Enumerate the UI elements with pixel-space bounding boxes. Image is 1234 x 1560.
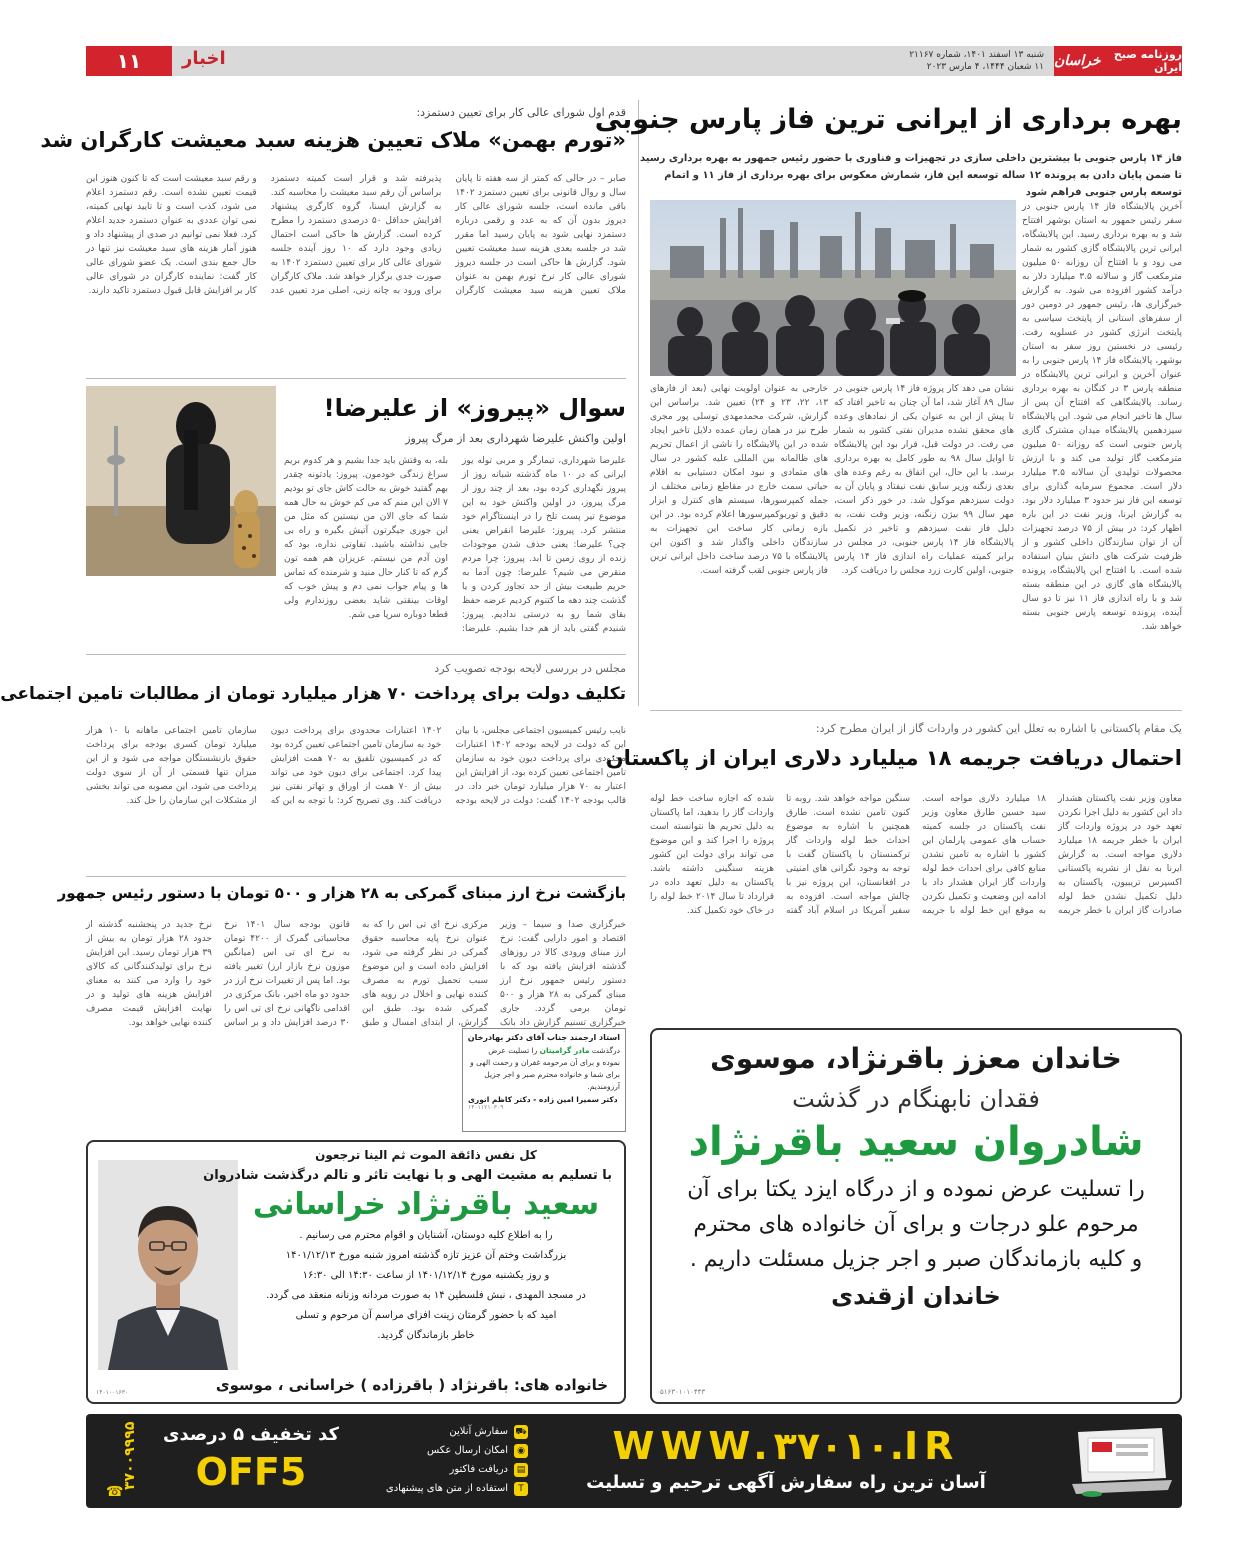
feature-label: استفاده از متن های پیشنهادی (385, 1483, 508, 1494)
customs-body: خبرگزاری صدا و سیما – وزیر اقتصاد و امور دارایی گفت: نرخ ارز مبنای ورودی کالا در روزهای گذشته افزایش یافته بود که با دستور رئیس جمهور نرخ ارز مبنای گمرکی به ۲۸ هزار و ۵۰۰ تومان برمی گردد. جاری خبرگزاری تسنیم گزارش داد بانک مرکزی نرخ ای تی اس را که به عنوان نرخ پایه محاسبه حقوق گمرکی در نظر گرفته می شود، افزایش داده است و این موضوع سبب تحمیل تورم به مصرف کننده نهایی و اخلال در رویه های گمرکی شده بود. طبق این گزارش، از ابتدای امسال و طبق قانون بودجه سال ۱۴۰۱ نرخ محاسباتی گمرک از ۴۲۰۰ تومان به نرخ ای تی اس (میانگین موزون نرخ بازار ارز) تغییر یافته بود. اما پس از تغییرات نرخ ارز در حدود دو ماه اخیر، بانک مرکزی در اقدامی ناگهانی نرخ ای تی اس را ۳۰ درصد افزایش داد و بر اساس نرخ جدید در پنجشنبه گذشته از حدود ۲۸ هزار تومان به بیش از ۳۹ هزار تومان رسید. این افزایش نرخ برای تولیدکنندگانی که کالای خود را وارد می کنند به معنای افزایش هزینه های تولید و در نهایت افزایش قیمت مصرف کننده نهایی خواهد بود. (86, 920, 626, 1028)
invoice-icon: ▤ (514, 1463, 528, 1477)
obituary-service-banner[interactable] (86, 1414, 1182, 1508)
section-rule (650, 710, 1182, 711)
page-header (86, 46, 1182, 76)
firouz-headline[interactable]: سوال «پیروز» از علیرضا! (323, 394, 626, 422)
doctor-ad-signature: دکتر سمیرا امین زاده - دکتر کاظم انوری (468, 1095, 618, 1104)
khorasani-ad-line4: در مسجد المهدی ، نبش فلسطین ۱۴ به صورت مردانه وزنانه منعقد می گردد. (266, 1290, 586, 1301)
khorasani-ad-line6: خاطر بازماندگان گردید. (377, 1330, 475, 1341)
wage-kicker: قدم اول شورای عالی کار برای تعیین دستمزد: (416, 106, 626, 119)
cart-icon: ⛟ (515, 1426, 527, 1437)
mosavi-ad-line3: و کلیه بازماندگان صبر و اجر جزیل مسئلت داریم . (689, 1247, 1143, 1272)
gas-body-col1: آخرین پالایشگاه فاز ۱۴ پارس جنوبی در سفر رئیس جمهور به استان بوشهر افتتاح شد و به بهره برداری رسید. این پالایشگاه، ایرانی ترین پالایشگاه گازی کشور به شمار می رود و با افتتاح آن روزانه ۵۰ میلیون مترمکعب گاز و سالانه ۳.۵ میلیارد دلار به درآمد کشور افزوده می شود. به گزارش خبرگزاری ها، رئیس جمهور در دومین دور از سفرهای استانی از پایتخت سیاسی به پایتخت انرژی کشور در عسلویه رفت. رئیسی در نخستین روز سفر به استان بوشهر، پالایشگاه فاز ۱۴ پارس جنوبی را به عنوان آخرین و ایرانی ترین پالایشگاه در منطقه پارس ۳ در کنگان به بهره برداری رساند. پالایشگاهی که افتتاح آن پس از سال ها تاخیر انجام می شود. این پالایشگاه سیزدهمین پالایشگاه میدان مشترک گازی پارس جنوبی است که روزانه ۵۰ میلیون مترمکعب گاز تولید می کند و با ارزش محصولات تولیدی آن سالانه ۳.۵ میلیارد دلار است. مجموع سرمایه گذاری برای توسعه این فاز نیز حدود ۳ میلیارد دلار بود. به گزارش ایرنا، وزیر نفت در این باره اظهار کرد: در بیش از ۷۵ درصد تجهیزات آن از توان سازندگان داخلی کشور و از ظرفیت شرکت های دانش بنیان استفاده شده است. با افتتاح این پالایشگاه، پرونده پالایشگاه های گازی در این منطقه بسته شد و با راه اندازی فاز ۱۱ نیز تا دو سال آینده، پرونده توسعه پارس جنوبی بسته خواهد شد. (1022, 202, 1183, 632)
banner-feature-list (352, 1422, 528, 1498)
doctor-ad-highlight: مادر گرامیتان (539, 1046, 590, 1055)
pakistan-body: معاون وزیر نفت پاکستان هشدار داد این کشور به دلیل اجرا نکردن تعهد خود در پروژه واردات گاز ایران با خطر جریمه ۱۸ میلیارد دلاری مواجه است. به گزارش ایرنا به نقل از نشریه پاکستانی اکسپرس تریبیون، پاکستان به دلیل تکمیل نشدن خط لوله صادرات گاز ایران با خطر جریمه ۱۸ میلیارد دلاری مواجه است. سید حسین طارق معاون وزیر نفت پاکستان در جلسه کمیته حساب های عمومی پارلمان این کشور با اشاره به تامین نشدن منابع کافی برای احداث خط لوله واردات گاز ایران هشدار داد با ادامه این وضعیت و تکمیل نکردن به موقع این خط لوله با جریمه سنگین مواجه خواهد شد. روبه تا کنون تامین نشده است. طارق همچنین با اشاره به موضوع احداث خط لوله واردات گاز ترکمنستان با پاکستان گفت با توجه به وجود نگرانی های امنیتی در افغانستان، این پروژه نیز با چالش مواجه است. افزوده به سفیر آمریکا در اسلام آباد گفته شده که اجازه ساخت خط لوله واردات گاز را بدهید، اما پاکستان به دلیل تحریم ها نتوانسته است پروژه را اجرا کند و این موضوع می تواند برای دولت این کشور هزینه سنگینی داشته باشد. پاکستان به دلیل تعهد داده در قرارداد تا سال ۲۰۱۴ خط لوله را در خاک خود تکمیل کند. (650, 794, 1182, 916)
khorasani-ad-line5: امید که با حضور گرمتان زینت افزای مراسم آن مرحوم و تسلی (295, 1310, 557, 1321)
doctor-ad-title: استاد ارجمند جناب آقای دکتر بهادرخان (467, 1033, 620, 1042)
firouz-body: علیرضا شهرداری، تیمارگر و مربی توله یوز ایرانی که در ۱۰ ماه گذشته شبانه روز از پیروز نگهداری کرده بود، بعد از چند روز از مرگ پیروز، در اولین واکنش خود به این موضوع تیر پست تلخ را در اینستاگرام خود منتشر کرد. پیروز: علیرضا انقراض یعنی چی؟ علیرضا: یعنی حذف شدن موجودات زنده از روی زمین تا ابد. پیروز: چرا مردم منقرض می شیم؟ علیرضا: چون آدما به حریم طبیعت بیش از حد تجاوز کردن و یا گذشت چند دهه ما کتنوم کردیم عرضه حفظ بقای شما رو به درستی ندادیم. پیروز: شنیدم گفتی باید از هم جدا بشیم. علیرضا: بله، به وقتش باید جدا بشیم و هر کدوم بریم سراغ زندگی خودمون. پیروز: یادتونه چقدر بهم گفتید خوش به حالت کاش جای تو بودیم ۷ الان این منم که می کم خوش به حال همه شما که جای الان من نیستین که مثل من این جوری جیگرتون آتیش بگیره و راه بی جایی نداشته باشید. تفاوتی نداره، بود که اون آدم من نیستم. عزیزان هم همه تون گرم که تا کنار حال منید و شرمنده که تماس ها و پیام جواب نمی دم و پیش خوب که اوقات بینقتی شاید بعضی روزندارم ولی قطعا دوباره سرپا می شم. (284, 456, 627, 634)
feature-invoice (352, 1460, 528, 1479)
issue-date (909, 49, 1044, 73)
social-headline[interactable]: تکلیف دولت برای پرداخت ۷۰ هزار میلیارد تومان از مطالبات تامین اجتماعی (0, 684, 626, 704)
firouz-photo (86, 386, 276, 576)
khorasani-ad-line2: بزرگداشت وختم آن عزیز تازه گذشته امروز شنبه مورخ ۱۴۰۱/۱۲/۱۳ (285, 1250, 567, 1261)
cheetah-with-keeper-image (86, 386, 276, 576)
mosavi-ad-line1: را تسلیت عرض نموده و از درگاه ایزد یکتا برای آن (687, 1177, 1145, 1202)
column-divider (638, 100, 639, 706)
social-kicker: مجلس در بررسی لایحه بودجه تصویب کرد (434, 662, 626, 675)
phone-icon: ☎ (106, 1484, 124, 1500)
wage-body: صابر – در حالی که کمتر از سه هفته تا پایان سال و روال قانونی برای تعیین دستمزد ۱۴۰۲ باقی مانده است، جلسه شورای عالی کار دیروز بدون آن که به عدد و رقمی درباره دستمزد نهایی شود به پایان رسید اما مقرر شد در جلسه بعدی هزینه سبد معیشت تعیین شود. گزارش ها حاکی است در جلسه دیروز شورای عالی کار نرخ تورم بهمن به عنوان ملاک تعیین هزینه سبد معیشت کارگران پذیرفته شد و قرار است کمیته دستمزد براساس آن رقم سبد معیشت را محاسبه کند. به گزارش ایسنا، گروه کارگری پیشنهاد افزایش حداقل ۵۰ درصدی دستمزد را مطرح کرده است. گزارش ها حاکی است احتمال زیادی وجود دارد که ۱۰ روز آینده جلسه شورای عالی کار برای تعیین دستمزد ۱۴۰۲ به صورت جدی برگزار خواهد شد. ملاک کارگران برای ورود به چانه زنی، اصلی مزد تعیین عدد و رقم سبد معیشت است که تا کنون هنوز این قیمت تعیین نشده است. رقم دستمزد اعلام می شود، کذب است و تا تایید نهایی کمیته، نمی توان عددی به عنوان دستمزد جدید اعلام کرد. فعلا نمی توانیم در صدی از پیشنهاد داد و هنوز آمار هزینه های سبد معیشت نیز تنها در حال جمع بندی است. یک عضو شورای عالی کار گفت: نماینده کارگران در شورای عالی کار بر افزایش قابل قبول دستمزد تاکید دارند. (86, 174, 626, 296)
doctor-condolence-ad[interactable] (462, 1028, 626, 1132)
doctor-ad-line4: آرزومندیم. (587, 1082, 620, 1091)
logo-wordmark: خراسان (1054, 53, 1101, 69)
doctor-ad-code: ۱۴۰۱۱۲۱۰۳۰۹ (468, 1104, 504, 1111)
section-rule (86, 654, 626, 655)
newspaper-logo[interactable] (1054, 46, 1182, 76)
refinery-visit-image (650, 200, 1016, 376)
gas-refinery-photo (650, 200, 1016, 376)
doctor-ad-line1-pre: درگذشت (591, 1046, 620, 1055)
doctor-ad-line1-post: را تسلیت عرض (488, 1046, 538, 1055)
feature-photo-upload (352, 1441, 528, 1460)
khorasani-ad-verse: کل نفس ذائقة الموت ثم الینا ترجعون (315, 1148, 537, 1162)
discount-label: کد تخفیف ۵ درصدی (162, 1424, 340, 1445)
text-icon: T (514, 1482, 528, 1496)
deceased-portrait (98, 1160, 238, 1370)
feature-label: امکان ارسال عکس (427, 1445, 508, 1456)
gas-body-col2: نشان می دهد کار پروژه فاز ۱۴ پارس جنوبی در سال ۸۹ آغاز شد، اما آن چنان به تاخیر افتاد که تا پیش از این به عنوان یکی از نمادهای وعده های محقق نشده مدیران نفتی کشور به شمار می رفت. در دولت قبل، قرار بود این پالایشگاه تا اوایل سال ۹۸ به طور کامل به بهره برداری برسد. با این حال، این اتفاق به رغم وعده های بعدی زنگنه وزیر سابق نفت نیفتاد و پایان آن به دولت سیزدهم موکول شد. در خور ذکر است، مهر سال ۹۹ بیژن زنگنه، وزیر وقت نفت، به دلیل فاز نفت سیزدهم و تاخیر در تکمیل پالایشگاه فاز ۱۴ پارس جنوبی، در مجلس در برابر کمیته عملیات راه اندازی فاز ۱۴ پارس جنوبی، اولین کارت زرد مجلس را دریافت کرد. (834, 384, 1015, 576)
section-rule (86, 378, 626, 379)
banner-website-url[interactable]: WWW.۳۷۰۱۰.IR (612, 1424, 960, 1468)
pakistan-kicker: یک مقام پاکستانی با اشاره به تعلل این کشور در واردات گاز از ایران مطرح کرد: (815, 722, 1182, 735)
gas-lead: فاز ۱۴ پارس جنوبی با بیشترین داخلی سازی در تجهیزات و فناوری با حضور رئیس جمهور به بهره برداری رسید تا ضمن پایان دادن به پرونده ۱۲ ساله توسعه این فاز، شمارش معکوس برای بهره برداری از فاز ۱۱ و اتمام توسعه پارس جنوبی فراهم شود (639, 153, 1182, 198)
feature-online-order (352, 1422, 528, 1441)
camera-icon: ◉ (514, 1444, 528, 1458)
khorasani-ad-intro: با تسلیم به مشیت الهی و با نهایت تاثر و تالم درگذشت شادروان (203, 1168, 612, 1183)
gas-headline[interactable]: بهره برداری از ایرانی ترین فاز پارس جنوبی (594, 104, 1182, 135)
banner-tagline: آسان ترین راه سفارش آگهی ترحیم و تسلیت (586, 1472, 986, 1493)
laptop-illustration (1072, 1426, 1172, 1498)
section-title: اخبار (182, 48, 226, 69)
mosavi-ad-from: خاندان ازقندی (831, 1282, 1001, 1310)
phone-number: ۳۷۰۰۹۹۹۵ (122, 1422, 138, 1491)
section-rule (86, 876, 626, 877)
doctor-ad-line3: برای شما و خانواده محترم صبر و اجر جزیل (484, 1070, 620, 1079)
khorasani-ad-line3: و روز یکشنبه مورخ ۱۴۰۱/۱۲/۱۴ از ساعت ۱۴:۳۰ الی ۱۶:۳۰ (302, 1270, 550, 1281)
mosavi-ad-line2: مرحوم علو درجات و برای آن خانواده های محترم (693, 1212, 1139, 1237)
issue-date-line1: شنبه ۱۳ اسفند ۱۴۰۱، شماره ۲۱۱۶۷ (909, 50, 1044, 60)
khorasani-ad-name: سعید باقرنژاد خراسانی (252, 1187, 600, 1222)
issue-date-line2: ۱۱ شعبان ۱۴۴۴، ۴ مارس ۲۰۲۳ (926, 62, 1044, 72)
page-number: ۱۱ (86, 46, 172, 76)
feature-label: دریافت فاکتور (449, 1464, 508, 1475)
khorasani-condolence-ad[interactable] (86, 1140, 626, 1404)
firouz-kicker: اولین واکنش علیرضا شهرداری بعد از مرگ پیروز (405, 432, 626, 445)
social-body: نایب رئیس کمیسیون اجتماعی مجلس، با بیان این که دولت در لایحه بودجه ۱۴۰۲ اعتبارات محدودی برای پرداخت دیون خود به سازمان تامین اجتماعی تعیین کرده بود، از افزایش این اعتبار به ۷۰ هزار میلیارد تومان خبر داد. در قالب بودجه ۱۴۰۲ گفت: دولت در لایحه بودجه ۱۴۰۲ اعتبارات محدودی برای پرداخت دیون خود به سازمان تامین اجتماعی تعیین کرده بود که در کمیسیون تلفیق به ۷۰ همت افزایش پیدا کرد. اجتماعی برای دیون خود می تواند بیش از ۷۰ همت از اوراق و تهاتر نفتی نیز دریافت کند. وی تصریح کرد: با توجه به این که سازمان تامین اجتماعی ماهانه با ۱۰ هزار میلیارد تومان کسری بودجه برای پرداخت حقوق بازنشستگان مواجه می شود و از این میزان تنها قسمتی از آن از سوی دولت پرداخت می شود، این مصوبه می تواند بخشی از مشکلات این سازمان را حل کند. (86, 726, 627, 806)
phone-block[interactable] (100, 1422, 138, 1500)
portrait-image (98, 1160, 238, 1370)
feature-label: سفارش آنلاین (449, 1426, 508, 1437)
discount-code[interactable]: OFF5 (195, 1450, 307, 1494)
gas-body-col3: خارجی به عنوان اولویت نهایی (بعد از فازهای ۱۳، ۲۲، ۲۳ و ۲۴) تعیین شد. براساس این گزارش، شرکت محمدمهدی توسلی پور مجری طرح نیز در همان زمان عمده دلایل تاخیر ایجاد شده در این پالایشگاه را ناشی از اعمال تحریم های ظالمانه بین المللی علیه کشور در سال های متمادی و نبود امکان دستیابی به اقلام حیاتی سمت خارج در مقاطع زمانی مختلف از جمله کمپرسورها، سیستم های کنترل و ابزار دقیق و توربوکمپرسورها اعلام کرده بود. در این بازه زمانی کار ساخت این تجهیزات به سازندگان داخلی واگذار شد و اکنون این پالایشگاه با ۷۵ درصد ساخت داخل ایرانی ترین فاز پارس جنوبی لقب گرفته است. (650, 384, 829, 576)
logo-subtitle: روزنامه صبح ایران (1113, 48, 1182, 74)
mosavi-ad-title: خاندان معزز باقرنژاد، موسوی (710, 1042, 1122, 1075)
doctor-ad-line2: نموده و برای آن مرحومه غفران و رحمت الهی و (470, 1058, 620, 1067)
mosavi-ad-code: ۵۱۶۳۰۱۰۱۰۴۴۳ (660, 1388, 706, 1396)
khorasani-ad-families: خانواده های: باقرنژاد ( باقرزاده ) خراسانی ، موسوی (215, 1376, 609, 1394)
mosavi-condolence-ad[interactable] (650, 1028, 1182, 1404)
wage-headline[interactable]: «تورم بهمن» ملاک تعیین هزینه سبد معیشت کارگران شد (40, 128, 626, 152)
pakistan-headline[interactable]: احتمال دریافت جریمه ۱۸ میلیارد دلاری ایران از پاکستان (605, 746, 1182, 770)
khorasani-ad-line1: را به اطلاع کلیه دوستان، آشنایان و اقوام محترم می رسانیم . (299, 1230, 553, 1241)
mosavi-ad-name: شادروان سعید باقرنژاد (688, 1119, 1144, 1165)
customs-headline[interactable]: بازگشت نرخ ارز مبنای گمرکی به ۲۸ هزار و ۵۰۰ تومان با دستور رئیس جمهور (57, 884, 626, 902)
mosavi-ad-subtitle: فقدان نابهنگام در گذشت (792, 1085, 1040, 1113)
khorasani-ad-code: ۱۴۰۱۰۰۱۶۳۰ (96, 1389, 129, 1396)
feature-suggested-text (352, 1479, 528, 1498)
